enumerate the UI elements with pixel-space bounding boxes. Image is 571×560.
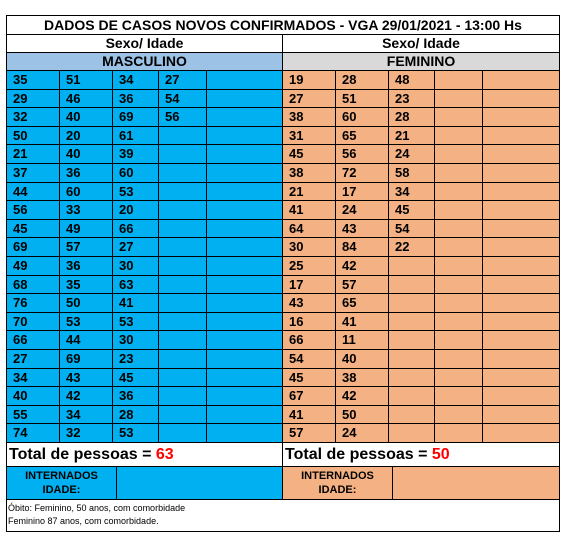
male-age-cell: 30 xyxy=(113,331,159,350)
male-age-cell: 46 xyxy=(60,90,113,109)
male-age-cell: 36 xyxy=(113,90,159,109)
female-age-cell: 60 xyxy=(336,108,389,127)
male-age-cell: 53 xyxy=(60,313,113,332)
male-age-cell: 41 xyxy=(113,294,159,313)
female-age-cell xyxy=(435,276,483,295)
male-age-cell: 44 xyxy=(60,331,113,350)
male-age-cell: 27 xyxy=(113,238,159,257)
female-age-cell: 16 xyxy=(283,313,336,332)
male-age-cell xyxy=(207,350,282,369)
male-age-cell: 34 xyxy=(113,71,159,90)
female-hospitalized-label xyxy=(283,467,393,499)
male-subheader: Sexo/ Idade xyxy=(7,35,282,53)
female-age-cell xyxy=(435,90,483,109)
male-age-cell xyxy=(207,108,282,127)
female-age-cell: 24 xyxy=(336,201,389,220)
male-total-value: 63 xyxy=(155,445,174,463)
male-age-cell: 66 xyxy=(113,220,159,239)
female-age-cell xyxy=(483,108,559,127)
female-age-cell xyxy=(483,350,559,369)
female-age-cell: 38 xyxy=(336,369,389,388)
female-age-cell xyxy=(435,164,483,183)
male-age-cell: 29 xyxy=(7,90,60,109)
female-age-cell: 42 xyxy=(336,387,389,406)
female-hospitalized-row xyxy=(283,467,559,500)
male-hospitalized-value xyxy=(117,467,282,499)
male-age-cell: 50 xyxy=(7,127,60,146)
female-total xyxy=(283,443,559,467)
female-age-cell xyxy=(483,238,559,257)
female-age-cell xyxy=(435,313,483,332)
male-age-cell: 70 xyxy=(7,313,60,332)
male-age-cell xyxy=(159,127,207,146)
male-age-cell: 40 xyxy=(60,145,113,164)
male-age-cell: 33 xyxy=(60,201,113,220)
male-age-cell xyxy=(207,294,282,313)
male-age-cell: 32 xyxy=(7,108,60,127)
female-age-cell xyxy=(483,127,559,146)
female-age-cell xyxy=(483,164,559,183)
female-age-cell: 25 xyxy=(283,257,336,276)
female-age-cell: 50 xyxy=(336,406,389,425)
male-age-cell xyxy=(159,331,207,350)
male-age-cell: 27 xyxy=(7,350,60,369)
male-age-cell xyxy=(207,71,282,90)
female-age-cell xyxy=(389,276,435,295)
male-age-cell xyxy=(207,331,282,350)
female-age-cell: 56 xyxy=(336,145,389,164)
female-age-cell xyxy=(435,406,483,425)
male-age-cell: 32 xyxy=(60,424,113,443)
female-age-cell: 30 xyxy=(283,238,336,257)
report-title: DADOS DE CASOS NOVOS CONFIRMADOS - VGA 29/01/2021 - 13:00 Hs xyxy=(7,16,559,35)
male-age-cell xyxy=(159,238,207,257)
female-age-cell xyxy=(389,424,435,443)
male-age-cell: 49 xyxy=(7,257,60,276)
male-age-cell: 42 xyxy=(60,387,113,406)
male-hospitalized-label-line1: INTERNADOS xyxy=(25,469,98,482)
note-line: Óbito: Feminino, 50 anos, com comorbidade xyxy=(8,502,186,513)
female-age-cell: 67 xyxy=(283,387,336,406)
male-age-cell xyxy=(207,145,282,164)
male-age-cell: 55 xyxy=(7,406,60,425)
female-age-cell: 31 xyxy=(283,127,336,146)
male-age-cell xyxy=(207,276,282,295)
female-age-cell: 48 xyxy=(389,71,435,90)
male-age-cell: 61 xyxy=(113,127,159,146)
male-age-cell xyxy=(159,406,207,425)
male-age-cell xyxy=(207,201,282,220)
male-age-cell: 53 xyxy=(113,424,159,443)
female-hospitalized-value xyxy=(393,467,559,499)
female-age-cell xyxy=(483,387,559,406)
female-age-cell: 17 xyxy=(283,276,336,295)
female-age-cell xyxy=(483,183,559,202)
male-age-cell: 68 xyxy=(7,276,60,295)
male-age-cell: 34 xyxy=(7,369,60,388)
female-age-cell: 45 xyxy=(283,145,336,164)
female-age-cell xyxy=(435,183,483,202)
male-age-cell: 69 xyxy=(113,108,159,127)
male-age-cell xyxy=(159,350,207,369)
male-age-cell: 36 xyxy=(113,387,159,406)
female-age-cell: 38 xyxy=(283,108,336,127)
female-age-cell xyxy=(389,331,435,350)
male-age-cell xyxy=(159,201,207,220)
female-age-cell: 28 xyxy=(336,71,389,90)
female-age-cell xyxy=(435,127,483,146)
female-age-cell xyxy=(435,145,483,164)
male-age-cell: 28 xyxy=(113,406,159,425)
female-total-value: 50 xyxy=(431,445,450,463)
female-age-cell: 43 xyxy=(336,220,389,239)
male-age-cell: 54 xyxy=(159,90,207,109)
female-age-cell: 23 xyxy=(389,90,435,109)
female-age-cell xyxy=(483,257,559,276)
female-age-cell xyxy=(389,387,435,406)
male-age-cell: 39 xyxy=(113,145,159,164)
male-age-cell: 35 xyxy=(7,71,60,90)
female-section xyxy=(283,35,559,500)
female-subheader: Sexo/ Idade xyxy=(283,35,559,53)
female-age-cell: 17 xyxy=(336,183,389,202)
female-age-cell: 21 xyxy=(389,127,435,146)
male-age-cell: 27 xyxy=(159,71,207,90)
male-age-cell xyxy=(207,369,282,388)
male-age-cell: 36 xyxy=(60,257,113,276)
notes xyxy=(7,500,559,531)
female-age-cell xyxy=(435,201,483,220)
male-hospitalized-label xyxy=(7,467,117,499)
male-age-cell: 21 xyxy=(7,145,60,164)
male-age-cell xyxy=(207,406,282,425)
female-age-cell: 65 xyxy=(336,127,389,146)
male-age-cell: 57 xyxy=(60,238,113,257)
male-age-cell xyxy=(159,424,207,443)
male-age-cell: 34 xyxy=(60,406,113,425)
male-age-cell: 44 xyxy=(7,183,60,202)
male-header: MASCULINO xyxy=(7,53,282,71)
male-age-cell: 20 xyxy=(60,127,113,146)
male-age-cell xyxy=(207,238,282,257)
male-age-cell: 50 xyxy=(60,294,113,313)
female-age-cell: 58 xyxy=(389,164,435,183)
female-age-cell xyxy=(483,220,559,239)
male-age-cell: 51 xyxy=(60,71,113,90)
male-age-cell: 53 xyxy=(113,313,159,332)
female-age-cell xyxy=(389,294,435,313)
male-age-cell: 63 xyxy=(113,276,159,295)
female-age-cell xyxy=(435,71,483,90)
female-age-cell xyxy=(483,331,559,350)
male-age-cell xyxy=(207,313,282,332)
female-age-cell xyxy=(389,257,435,276)
female-age-cell xyxy=(389,313,435,332)
female-age-cell: 22 xyxy=(389,238,435,257)
female-header: FEMININO xyxy=(283,53,559,71)
female-age-cell xyxy=(389,350,435,369)
male-age-cell: 40 xyxy=(7,387,60,406)
female-age-cell: 65 xyxy=(336,294,389,313)
female-age-cell: 34 xyxy=(389,183,435,202)
female-age-cell: 24 xyxy=(389,145,435,164)
male-age-cell: 69 xyxy=(60,350,113,369)
female-age-cell xyxy=(389,369,435,388)
female-age-cell xyxy=(483,145,559,164)
male-age-cell: 43 xyxy=(60,369,113,388)
female-age-cell xyxy=(435,257,483,276)
female-age-cell xyxy=(435,108,483,127)
male-age-cell: 37 xyxy=(7,164,60,183)
female-age-cell: 43 xyxy=(283,294,336,313)
female-age-cell xyxy=(483,71,559,90)
male-ages-grid xyxy=(7,71,282,443)
male-age-cell: 36 xyxy=(60,164,113,183)
female-age-cell: 41 xyxy=(336,313,389,332)
male-age-cell: 20 xyxy=(113,201,159,220)
female-age-cell: 40 xyxy=(336,350,389,369)
male-age-cell: 69 xyxy=(7,238,60,257)
table-halves xyxy=(7,35,559,500)
female-age-cell: 66 xyxy=(283,331,336,350)
female-age-cell: 28 xyxy=(389,108,435,127)
female-age-cell xyxy=(483,313,559,332)
note-line: Feminino 87 anos, com comorbidade. xyxy=(8,515,159,526)
female-age-cell xyxy=(483,369,559,388)
male-age-cell xyxy=(207,424,282,443)
male-age-cell: 35 xyxy=(60,276,113,295)
male-age-cell: 60 xyxy=(60,183,113,202)
male-age-cell xyxy=(207,387,282,406)
female-age-cell: 84 xyxy=(336,238,389,257)
female-age-cell: 42 xyxy=(336,257,389,276)
female-age-cell: 54 xyxy=(283,350,336,369)
female-age-cell: 54 xyxy=(389,220,435,239)
female-age-cell: 41 xyxy=(283,201,336,220)
male-section xyxy=(7,35,283,500)
male-total-label: Total de pessoas = xyxy=(9,445,156,463)
cases-table xyxy=(6,15,560,532)
female-age-cell xyxy=(435,350,483,369)
male-age-cell: 76 xyxy=(7,294,60,313)
female-age-cell: 45 xyxy=(389,201,435,220)
male-age-cell: 40 xyxy=(60,108,113,127)
male-age-cell xyxy=(207,164,282,183)
male-age-cell xyxy=(207,220,282,239)
male-age-cell xyxy=(159,164,207,183)
female-ages-grid xyxy=(283,71,559,443)
male-age-cell xyxy=(159,257,207,276)
female-age-cell xyxy=(389,406,435,425)
male-age-cell xyxy=(159,183,207,202)
female-age-cell: 64 xyxy=(283,220,336,239)
male-age-cell xyxy=(159,276,207,295)
female-age-cell xyxy=(435,387,483,406)
female-age-cell xyxy=(483,276,559,295)
female-age-cell: 45 xyxy=(283,369,336,388)
male-age-cell xyxy=(207,257,282,276)
female-hospitalized-label-line1: INTERNADOS xyxy=(301,469,374,482)
female-age-cell: 19 xyxy=(283,71,336,90)
male-age-cell xyxy=(207,183,282,202)
male-age-cell xyxy=(159,369,207,388)
male-age-cell: 30 xyxy=(113,257,159,276)
male-age-cell: 56 xyxy=(159,108,207,127)
female-total-label: Total de pessoas = xyxy=(285,445,432,463)
male-age-cell: 74 xyxy=(7,424,60,443)
male-age-cell xyxy=(207,127,282,146)
female-age-cell xyxy=(435,238,483,257)
male-hospitalized-label-line2: IDADE: xyxy=(42,483,81,496)
male-age-cell: 23 xyxy=(113,350,159,369)
female-age-cell: 72 xyxy=(336,164,389,183)
female-age-cell xyxy=(483,90,559,109)
female-age-cell: 11 xyxy=(336,331,389,350)
male-age-cell xyxy=(159,220,207,239)
male-age-cell xyxy=(207,90,282,109)
male-total xyxy=(7,443,282,467)
male-age-cell: 49 xyxy=(60,220,113,239)
male-age-cell xyxy=(159,294,207,313)
female-hospitalized-label-line2: IDADE: xyxy=(318,483,357,496)
female-age-cell: 57 xyxy=(336,276,389,295)
male-age-cell: 66 xyxy=(7,331,60,350)
female-age-cell xyxy=(435,424,483,443)
male-age-cell: 56 xyxy=(7,201,60,220)
male-age-cell: 60 xyxy=(113,164,159,183)
female-age-cell xyxy=(483,294,559,313)
female-age-cell: 24 xyxy=(336,424,389,443)
female-age-cell xyxy=(435,369,483,388)
female-age-cell: 27 xyxy=(283,90,336,109)
female-age-cell: 57 xyxy=(283,424,336,443)
male-hospitalized-row xyxy=(7,467,282,500)
female-age-cell: 41 xyxy=(283,406,336,425)
male-age-cell: 53 xyxy=(113,183,159,202)
female-age-cell xyxy=(483,201,559,220)
male-age-cell xyxy=(159,387,207,406)
male-age-cell: 45 xyxy=(7,220,60,239)
female-age-cell xyxy=(435,294,483,313)
female-age-cell: 38 xyxy=(283,164,336,183)
male-age-cell xyxy=(159,313,207,332)
female-age-cell xyxy=(435,331,483,350)
female-age-cell xyxy=(483,424,559,443)
male-age-cell xyxy=(159,145,207,164)
male-age-cell: 45 xyxy=(113,369,159,388)
female-age-cell: 21 xyxy=(283,183,336,202)
female-age-cell xyxy=(435,220,483,239)
female-age-cell: 51 xyxy=(336,90,389,109)
female-age-cell xyxy=(483,406,559,425)
